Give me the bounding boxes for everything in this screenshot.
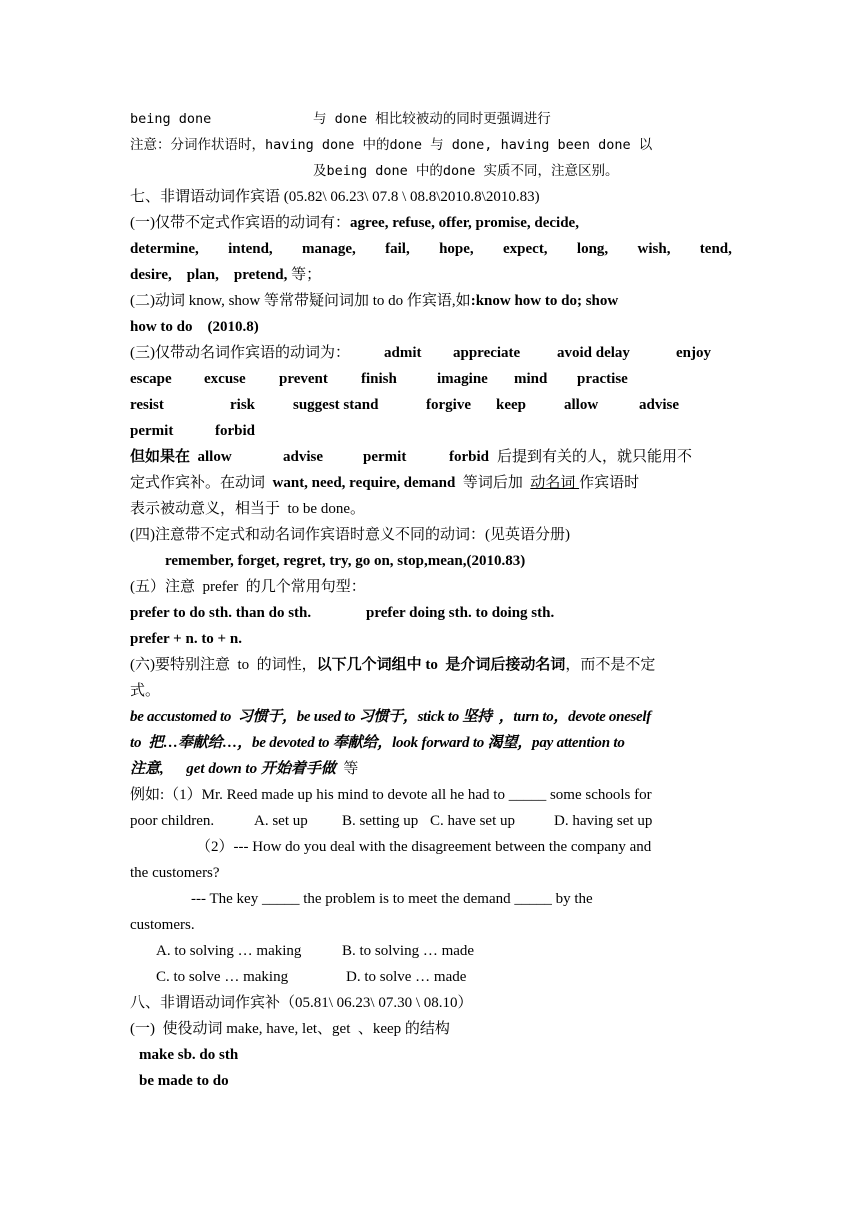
doc-line [130, 314, 732, 340]
doc-line [130, 808, 732, 834]
doc-text: 注意, get down to 开始着手做 [130, 761, 336, 777]
doc-text: (四)注意带不定式和动名词作宾语时意义不同的动词：(见英语分册) [130, 527, 570, 543]
doc-word: permit [363, 449, 407, 465]
doc-line [130, 106, 732, 132]
doc-text: (一) 使役动词 make, have, let、get 、keep 的结构 [130, 1021, 450, 1037]
doc-line [130, 1068, 732, 1094]
doc-line [130, 678, 732, 704]
doc-word: keep [496, 397, 526, 413]
doc-word: escape [130, 371, 172, 387]
doc-text: 动名词 [530, 475, 580, 491]
doc-line [130, 1042, 732, 1068]
doc-text: --- The key _____ the problem is to meet the demand _____ by the [191, 891, 593, 907]
doc-text: 以下几个词组中 to 是介词后接动名词 [316, 657, 566, 673]
doc-word: fail, [385, 241, 410, 257]
doc-line [130, 756, 732, 782]
doc-word: advise [639, 397, 680, 413]
doc-line [130, 470, 732, 496]
doc-text: agree, refuse, offer, promise, decide, [350, 215, 579, 231]
doc-word: prevent [279, 371, 328, 387]
doc-text: 作宾语时 [579, 475, 640, 491]
doc-text: 表示被动意义，相当于 to be done。 [130, 501, 365, 517]
doc-word: admit [384, 345, 422, 361]
doc-line [130, 522, 732, 548]
doc-word: mind [514, 371, 548, 387]
doc-word: determine, [130, 241, 199, 257]
doc-text: 及being done 中的done 实质不同，注意区别。 [313, 163, 619, 179]
doc-text: 等词后加 [455, 475, 531, 491]
doc-text: prefer to do sth. than do sth. [130, 605, 312, 621]
doc-text: (一)仅带不定式作宾语的动词有： [130, 215, 350, 231]
doc-line [130, 392, 732, 418]
answer-option: D. having set up [554, 813, 653, 829]
doc-line [130, 548, 732, 574]
doc-text: prefer doing sth. to doing sth. [366, 605, 555, 621]
answer-option: A. set up [254, 813, 308, 829]
doc-text: 例如:（1）Mr. Reed made up his mind to devote all he had to _____ some schools for [130, 787, 652, 803]
doc-line [130, 574, 732, 600]
doc-text: poor children. [130, 813, 215, 829]
doc-word: long, [576, 241, 609, 257]
doc-word: finish [361, 371, 397, 387]
answer-option: B. to solving … made [342, 943, 475, 959]
doc-text: 等； [287, 267, 322, 283]
doc-line [130, 730, 732, 756]
doc-line [130, 860, 732, 886]
doc-word: imagine [437, 371, 488, 387]
doc-text: 注意：分词作状语时，having done 中的done 与 done, having been done 以 [130, 137, 653, 153]
doc-text: (六)要特别注意 to 的词性， [130, 657, 317, 673]
doc-word: intend, [228, 241, 273, 257]
doc-word: manage, [302, 241, 356, 257]
doc-text: 后提到有关的人，就只能用不 [497, 449, 693, 465]
doc-line [130, 444, 732, 470]
doc-word: forbid [449, 449, 490, 465]
document-page [130, 106, 732, 1094]
doc-text: ，而不是不定 [565, 657, 656, 673]
doc-word: suggest stand [293, 397, 379, 413]
answer-option: C. have set up [430, 813, 515, 829]
doc-line [130, 964, 732, 990]
doc-line [130, 834, 732, 860]
section-heading [130, 184, 732, 210]
doc-text: (五）注意 prefer 的几个常用句型： [130, 579, 366, 595]
doc-line [130, 496, 732, 522]
doc-text: remember, forget, regret, try, go on, stop,mean,(2010.83) [165, 553, 526, 569]
doc-text: customers. [130, 917, 195, 933]
doc-word: permit [130, 423, 174, 439]
doc-line [130, 210, 732, 236]
doc-text: make sb. do sth [139, 1047, 239, 1063]
doc-word: tend, [699, 241, 732, 257]
doc-word: hope, [439, 241, 474, 257]
doc-line [130, 782, 732, 808]
doc-text: 七、非谓语动词作宾语 (05.82\ 06.23\ 07.8 \ 08.8\2010.8\2010.83) [130, 189, 540, 205]
doc-line [130, 158, 732, 184]
answer-option: D. to solve … made [346, 969, 467, 985]
doc-text: how to do (2010.8) [130, 319, 259, 335]
doc-text: 式。 [130, 683, 161, 699]
doc-line [130, 652, 732, 678]
doc-word: risk [230, 397, 256, 413]
doc-line [130, 366, 732, 392]
doc-text: 但如果在 allow [130, 449, 232, 465]
doc-text: want, need, require, demand [272, 475, 456, 491]
doc-line [130, 704, 732, 730]
doc-word: appreciate [453, 345, 521, 361]
doc-text: being done [130, 111, 212, 127]
doc-text: 等 [335, 761, 359, 777]
doc-text: desire, plan, pretend, [130, 267, 288, 283]
doc-text: :know how to do; show [470, 293, 619, 309]
doc-line [130, 418, 732, 444]
doc-text: to 把…奉献给…，be devoted to 奉献给，look forward to 渴望，pay attention to [130, 735, 625, 751]
doc-text: the customers? [130, 865, 220, 881]
section-heading [130, 990, 732, 1016]
doc-text: be accustomed to 习惯于，be used to 习惯于，stick to 坚持 ，turn to，devote oneself [130, 709, 651, 725]
doc-line [130, 262, 732, 288]
doc-text: prefer + n. to + n. [130, 631, 242, 647]
doc-line [130, 236, 732, 262]
doc-line [130, 132, 732, 158]
answer-option: C. to solve … making [156, 969, 289, 985]
doc-text: 定式作宾补。在动词 [130, 475, 273, 491]
doc-text: （2）--- How do you deal with the disagreement between the company and [196, 839, 652, 855]
doc-line [130, 288, 732, 314]
doc-text: 与 done 相比较被动的同时更强调进行 [313, 111, 551, 127]
doc-word: advise [283, 449, 324, 465]
answer-option: A. to solving … making [156, 943, 302, 959]
doc-word: forgive [426, 397, 471, 413]
doc-text: 八、非谓语动词作宾补（05.81\ 06.23\ 07.30 \ 08.10） [130, 995, 473, 1011]
doc-word: wish, [637, 241, 671, 257]
doc-text: be made to do [139, 1073, 229, 1089]
doc-word: forbid [215, 423, 256, 439]
doc-text: (三)仅带动名词作宾语的动词为： [130, 345, 350, 361]
doc-line [130, 912, 732, 938]
doc-line [130, 938, 732, 964]
doc-line [130, 340, 732, 366]
answer-option: B. setting up [342, 813, 419, 829]
doc-word: enjoy [676, 345, 711, 361]
doc-text: (二)动词 know, show 等常带疑问词加 to do 作宾语,如 [130, 293, 471, 309]
doc-line [130, 626, 732, 652]
doc-word: resist [130, 397, 164, 413]
doc-line [130, 1016, 732, 1042]
doc-word: practise [577, 371, 628, 387]
doc-line [130, 600, 732, 626]
doc-line [130, 886, 732, 912]
doc-word: expect, [503, 241, 548, 257]
doc-word: excuse [204, 371, 246, 387]
doc-word: avoid delay [557, 345, 630, 361]
doc-word: allow [564, 397, 599, 413]
